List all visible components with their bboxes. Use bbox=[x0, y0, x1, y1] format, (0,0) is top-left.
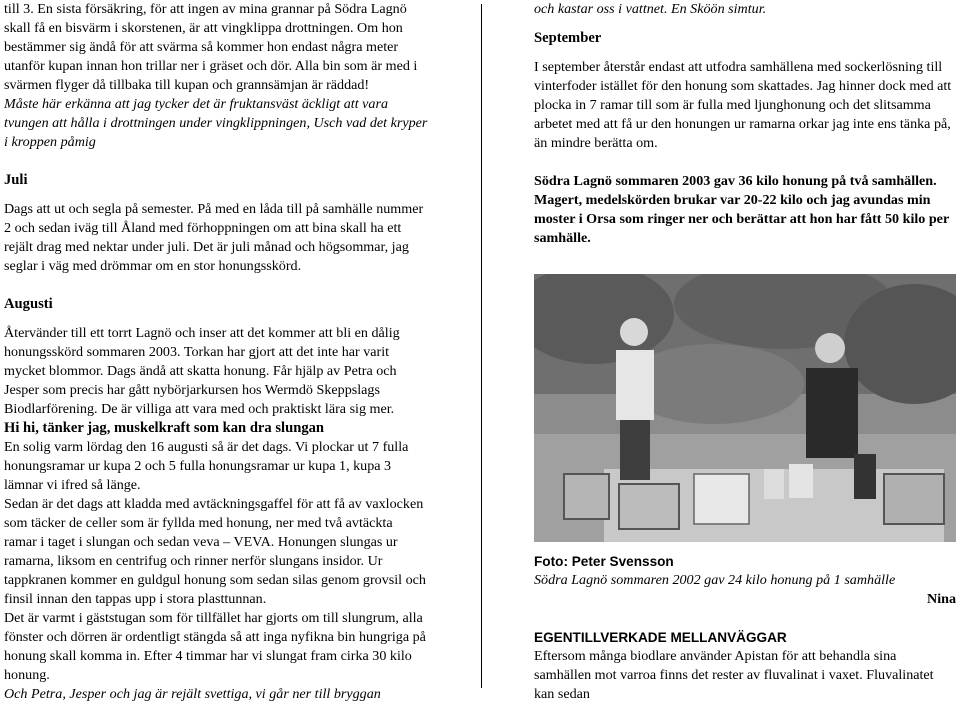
hihi-paragraph-2: Sedan är det dags att kladda med avtäckningsgaffel för att få av vaxlocken som täcker de celler som är fyllda med honung, ner med två avtäckta ramar i taget i slungan och sedan veva – VEVA. Honungen slungas ur ramarna, liksom en centrifug och rinner nerför slungans insidor. Ur tappkranen kommer en guldgul honung som sedan silas genom grovsil och finsil innan den tappas upp i stora plasttunnan. bbox=[4, 496, 426, 607]
section-heading: EGENTILLVERKADE MELLANVÄGGAR bbox=[534, 630, 787, 645]
augusti-paragraph: Återvänder till ett torrt Lagnö och inser att det kommer att bli en dålig honungsskörd sommaren 2003. Torkan har gjort att det inte har varit mycket blommor. Dags ändå att skatta honung. Får hjälp av Petra och Jesper som precis har gått nybörjarkursen hos Wermdö Skeppslags Biodlarförening. De är villiga att vara med och praktiskt lära sig mer. bbox=[4, 325, 400, 417]
column-divider bbox=[481, 4, 482, 688]
right-column bbox=[534, 0, 956, 702]
left-column bbox=[4, 0, 428, 704]
september-heading: September bbox=[534, 30, 602, 46]
section-paragraph: Eftersom många biodlare använder Apistan för att behandla sina samhällen mot varroa finns det rester av fluvalinat i vaxet. Fluvalinatet kan sedan bbox=[534, 648, 934, 702]
photo-caption-block bbox=[534, 552, 956, 704]
juli-paragraph: Dags att ut och segla på semester. På med en låda till på samhälle nummer 2 och sedan iväg till Åland med förhoppningen om att bina skall ha ett rejält drag med nektar under juli. Det är juli månad och högsommar, jag seglar i väg med drömmar om en stor honungsskörd. bbox=[4, 201, 424, 274]
intro-italic-paragraph: Måste här erkänna att jag tycker det är fruktansväst äckligt att vara tvungen att hålla i drottningen under vingklippningen, Usch vad det kryper i kroppen påmig bbox=[4, 96, 428, 150]
photo-caption: Södra Lagnö sommaren 2002 gav 24 kilo honung på 1 samhälle bbox=[534, 572, 896, 588]
september-paragraph: I september återstår endast att utfodra samhällena med sockerlösning till vinterfoder istället för den honung som skattades. Jag hinner dock med att plocka in 7 ramar till som är fulla med ljunghonung och det slitsamma arbetet med att få ur den honungen ur ramarna orkar jag inte ens tänka på, än mindre berätta om. bbox=[534, 59, 952, 151]
hihi-paragraph-3: Det är varmt i gäststugan som för tillfället har gjorts om till slungrum, alla fönster och dörren är ordentligt stängda så att inga nyfikna bin hungriga på honung skall komma in. Efter 4 timmar har vi slungat fram cirka 30 kilo honung. bbox=[4, 610, 426, 683]
photo-beekeepers-image bbox=[534, 274, 956, 542]
intro-paragraph: till 3. En sista försäkring, för att ingen av mina grannar på Södra Lagnö skall få en bisvärm i skorstenen, är att vingklippa drottningen. Om hon bestämmer sig ändå för att svärma så kommer hon endast några meter utanför kupan innan hon trillar ner i gräset och dör. Alla bin som är med i svärmen flyger då tillbaka till kupan och grannsämjan är räddad! bbox=[4, 1, 418, 93]
continuation-line: och kastar oss i vattnet. En Sköön simtur. bbox=[534, 1, 767, 17]
photo-credit: Foto: Peter Svensson bbox=[534, 554, 674, 569]
hihi-paragraph-1: En solig varm lördag den 16 augusti så är det dags. Vi plockar ut 7 fulla honungsramar ur kupa 2 och 5 fulla honungsramar ur kupa 1, kupa 3 lämnar vi ifred så länge. bbox=[4, 439, 409, 493]
hihi-heading: Hi hi, tänker jag, muskelkraft som kan dra slungan bbox=[4, 420, 325, 436]
signature: Nina bbox=[927, 591, 956, 607]
photo-illustration bbox=[534, 274, 956, 542]
closing-italic-line: Och Petra, Jesper och jag är rejält svettiga, vi går ner till bryggan bbox=[4, 686, 381, 702]
honey-summary: Södra Lagnö sommaren 2003 gav 36 kilo honung på två samhällen. Magert, medelskörden brukar var 20-22 kilo och jag avundas min moster i Orsa som ringer ner och berättar att hon har fått 50 kilo per samhälle. bbox=[534, 173, 949, 246]
augusti-heading: Augusti bbox=[4, 296, 53, 312]
juli-heading: Juli bbox=[4, 172, 28, 188]
